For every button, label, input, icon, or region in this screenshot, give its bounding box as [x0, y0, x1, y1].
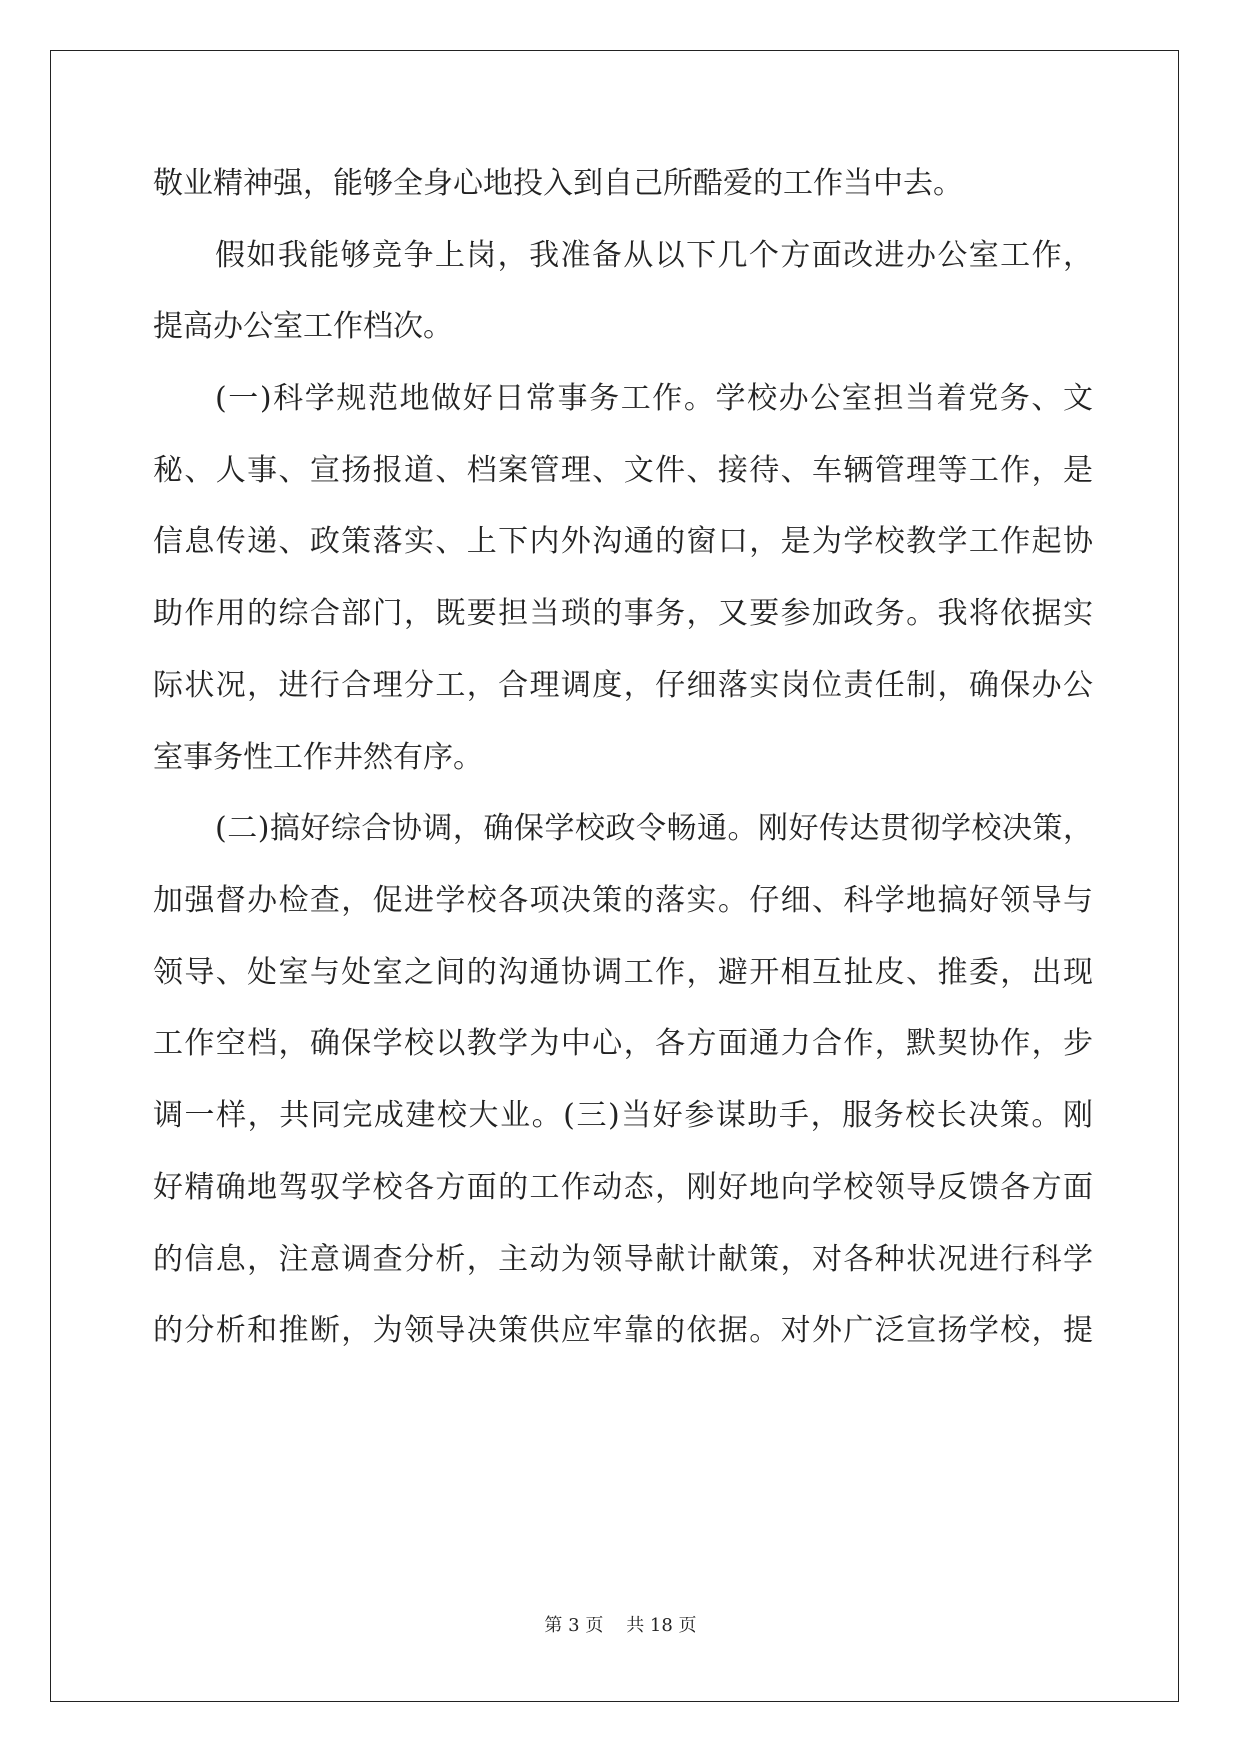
text-line: 领导、处室与处室之间的沟通协调工作，避开相互扯皮、推委，出现	[153, 955, 1093, 990]
text-line: (二)搞好综合协调，确保学校政令畅通。刚好传达贯彻学校决策，	[215, 811, 1093, 846]
text-line: 室事务性工作井然有序。	[153, 740, 483, 775]
text-line: 假如我能够竞争上岗，我准备从以下几个方面改进办公室工作，	[215, 238, 1093, 273]
text-line: 信息传递、政策落实、上下内外沟通的窗口，是为学校教学工作起协	[153, 524, 1093, 559]
text-line: 好精确地驾驭学校各方面的工作动态，刚好地向学校领导反馈各方面	[153, 1170, 1093, 1205]
text-line: 工作空档，确保学校以教学为中心，各方面通力合作，默契协作，步	[153, 1026, 1093, 1061]
text-line: 的信息，注意调查分析，主动为领导献计献策，对各种状况进行科学	[153, 1242, 1093, 1277]
text-line: 的分析和推断，为领导决策供应牢靠的依据。对外广泛宣扬学校，提	[153, 1313, 1093, 1348]
text-line: 调一样，共同完成建校大业。(三)当好参谋助手，服务校长决策。刚	[153, 1098, 1093, 1133]
text-line: (一)科学规范地做好日常事务工作。学校办公室担当着党务、文	[215, 381, 1093, 416]
text-line: 敬业精神强，能够全身心地投入到自己所酷爱的工作当中去。	[153, 166, 963, 201]
page-border	[50, 50, 1179, 1702]
text-line: 提高办公室工作档次。	[153, 309, 453, 344]
text-line: 加强督办检查，促进学校各项决策的落实。仔细、科学地搞好领导与	[153, 883, 1093, 918]
text-line: 际状况，进行合理分工，合理调度，仔细落实岗位责任制，确保办公	[153, 668, 1093, 703]
text-line: 秘、人事、宣扬报道、档案管理、文件、接待、车辆管理等工作，是	[153, 453, 1093, 488]
text-line: 助作用的综合部门，既要担当琐的事务，又要参加政务。我将依据实	[153, 596, 1093, 631]
page-number-footer: 第 3 页 共 18 页	[544, 1615, 697, 1636]
